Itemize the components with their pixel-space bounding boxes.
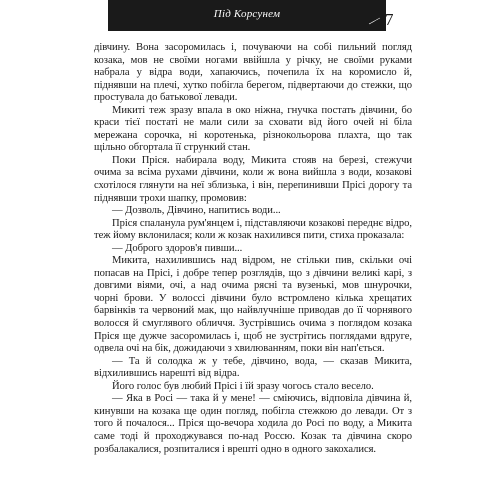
paragraph: Пріся спаланула рум'янцем і, підставляючи козакові переднє відро, теж йому вклонилася; коли ж козак нахилився пити, стиха проказала: <box>94 217 412 242</box>
dialogue-line: — Яка в Росі — така й у мене! — сміючись, відповіла дівчина й, кинувши на козака ще один погляд, побігла стежкою до левади. От з того й почалося... Пріся що-вечора ходила до Росі по воду, а Микита саме тоді й проходжувався по-над Россю. Козак та дівчина скоро розбалакалися, розпиталися і врешті одно в одного закохалися. <box>94 393 412 455</box>
paragraph: Микиті теж зразу впала в око ніжна, гнучка постать дівчини, бо краси тієї постаті не мали сили за сховати від його очей ні біла мережана сорочка, ні коротенька, різнокольорова плахта, що так щільно обгортала її стрункий стан. <box>94 104 412 154</box>
paragraph: Його голос був любий Прісі і їй зразу чогось стало весело. <box>112 380 374 392</box>
body-text <box>94 42 412 456</box>
dialogue-line: — Дозволь, Дівчино, напитись води... <box>112 205 281 217</box>
paragraph: Микита, нахилившись над відром, не стільки пив, скільки очі попасав на Прісі, і добре тепер розглядів, що з дівчини великі карі, з довгими віями, очі, а над очима рясні та вузенькі, мов шнурочки, чорні брови. У волоссі дівчини було встромлено кілька хрещатих барвінків та червоний мак, що найвлучніше приводав до її чорнявого волосся й смуглявого обличчя. Зустрівшись очима з поглядом козака Пріся ще дужче засоромилась і, щоб не зустрітись поглядами вдруге, одвела очі на бік, дожидаючи з хвилюванням, поки він нап'ється. <box>94 255 412 355</box>
running-title: Під Корсунем <box>213 8 281 20</box>
dialogue-line: — Та й солодка ж у тебе, дівчино, вода, — сказав Микита, відхилившись нарешті від відра. <box>94 355 412 380</box>
page-number: 7 <box>385 10 394 29</box>
dialogue-line: — Доброго здоров'я пивши... <box>112 242 243 254</box>
leaf-ornament-icon <box>367 15 383 25</box>
paragraph: Поки Пріся. набирала воду, Микита стояв на березі, стежучи очима за всіма рухами дівчини, коли ж вона вийшла з води, козакові схотілося глянути на неї зблизька, і він, перепинивши Прісі дорогу та піднявши трохи шапку, промовив: <box>94 154 412 204</box>
paragraph: дівчину. Вона засоромилась і, почуваючи на собі пильний погляд козака, мов не своїми ногами ввійшла у річку, не своїми руками набрала у відра води, хапаючись, почепила їх на коромисло й, піднявши на плечі, хутко побігла берегом, підвертаючи до стежки, що простувала до батькової левади. <box>94 42 412 104</box>
running-header-bar <box>108 0 386 31</box>
